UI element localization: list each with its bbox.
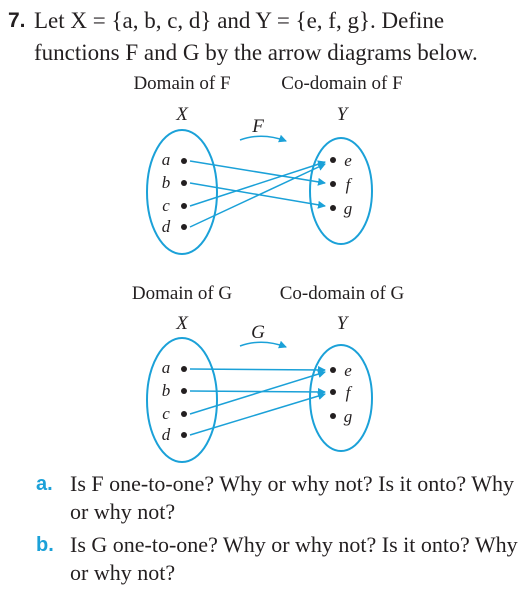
function-name-f: F: [252, 116, 264, 137]
diagram-f: [133, 73, 402, 254]
codomain-oval-f: [310, 138, 372, 244]
dot-e-f: [330, 157, 336, 163]
arrow-d-to-e-f: [190, 164, 325, 227]
dot-a-g: [181, 366, 187, 372]
element-c-f: c: [162, 196, 170, 215]
dot-g-f: [330, 205, 336, 211]
problem-line-2: functions F and G by the arrow diagrams below.: [34, 40, 478, 65]
dot-c-g: [181, 411, 187, 417]
element-b-g: b: [161, 381, 171, 400]
diagram-g: [132, 283, 405, 462]
domain-caption-f: Domain of F: [133, 73, 231, 94]
question-b-text: Is G one-to-one? Why or why not? Is it onto? Why or why not?: [70, 532, 518, 585]
problem-number: 7.: [8, 9, 26, 32]
dot-f-g: [330, 389, 336, 395]
domain-oval-g: [147, 338, 217, 462]
arrow-a-to-e-g: [190, 369, 325, 370]
question-a-text: Is F one-to-one? Why or why not? Is it onto? Why or why not?: [70, 471, 514, 524]
question-b-label: b.: [36, 534, 54, 556]
arrow-d-to-f-g: [190, 394, 325, 435]
arrow-c-to-e-g: [190, 372, 325, 414]
element-g-f: g: [343, 199, 353, 218]
function-arrow-f: [240, 136, 286, 141]
arrow-c-to-e-f: [190, 162, 325, 206]
dot-a-f: [181, 158, 187, 164]
domain-set-label-g: X: [176, 313, 188, 334]
dot-b-f: [181, 180, 187, 186]
domain-oval-f: [147, 130, 217, 254]
element-c-g: c: [162, 404, 170, 423]
dot-d-f: [181, 224, 187, 230]
codomain-caption-g: Co-domain of G: [279, 283, 405, 304]
arrow-b-to-f-g: [190, 391, 325, 392]
codomain-set-label-f: Y: [336, 104, 348, 125]
element-e-f: e: [344, 151, 352, 170]
dot-b-g: [181, 388, 187, 394]
function-arrow-g: [240, 342, 286, 347]
dot-g-g: [330, 413, 336, 419]
element-a-f: a: [161, 150, 171, 169]
dot-c-f: [181, 203, 187, 209]
element-b-f: b: [161, 173, 171, 192]
function-name-g: G: [251, 322, 265, 343]
question-a-label: a.: [36, 473, 53, 495]
codomain-oval-g: [310, 345, 372, 451]
element-f-f: f: [345, 175, 351, 194]
element-a-g: a: [161, 358, 171, 377]
element-g-g: g: [343, 407, 353, 426]
arrow-a-to-f-f: [190, 161, 325, 183]
domain-set-label-f: X: [176, 104, 188, 125]
dot-e-g: [330, 367, 336, 373]
element-d-f: d: [161, 217, 171, 236]
codomain-caption-f: Co-domain of F: [281, 73, 403, 94]
dot-f-f: [330, 181, 336, 187]
codomain-set-label-g: Y: [336, 313, 348, 334]
element-e-g: e: [344, 361, 352, 380]
element-f-g: f: [345, 383, 351, 402]
problem-line-1: Let X = {a, b, c, d} and Y = {e, f, g}. Define: [34, 8, 445, 33]
arrow-b-to-g-f: [190, 183, 325, 206]
element-d-g: d: [161, 425, 171, 444]
domain-caption-g: Domain of G: [131, 283, 233, 304]
dot-d-g: [181, 432, 187, 438]
